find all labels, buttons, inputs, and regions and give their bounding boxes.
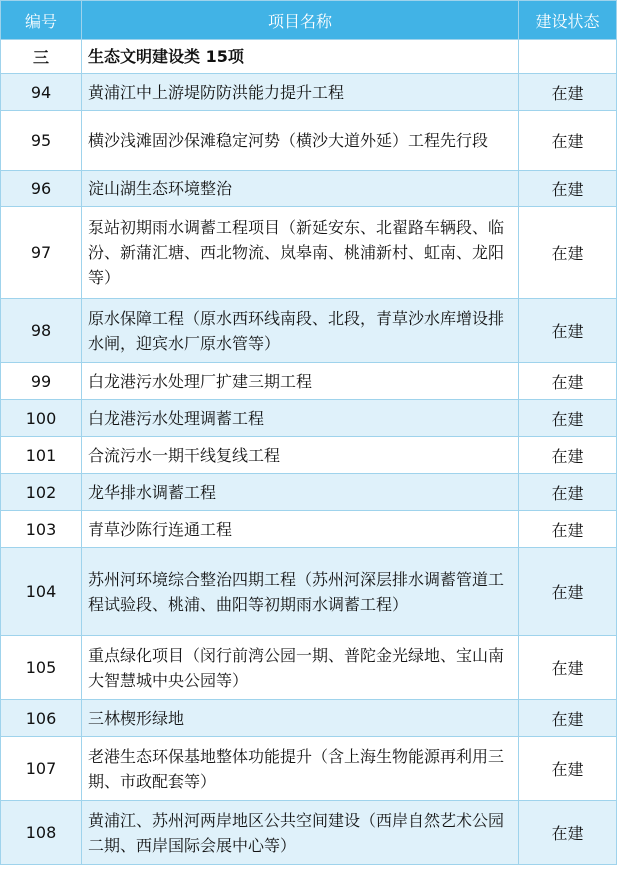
table-row (1, 74, 617, 111)
table-row (1, 207, 617, 299)
table-row (1, 437, 617, 474)
table-row (1, 363, 617, 400)
row-name: 龙华排水调蓄工程 (82, 474, 519, 511)
row-name: 黄浦江、苏州河两岸地区公共空间建设（西岸自然艺术公园二期、西岸国际会展中心等） (82, 801, 519, 865)
row-status: 在建 (519, 363, 617, 400)
row-id: 104 (1, 548, 82, 636)
table-row (1, 636, 617, 700)
table-row (1, 511, 617, 548)
table-row (1, 299, 617, 363)
row-name: 老港生态环保基地整体功能提升（含上海生物能源再利用三期、市政配套等） (82, 737, 519, 801)
row-status: 在建 (519, 171, 617, 207)
row-name: 苏州河环境综合整治四期工程（苏州河深层排水调蓄管道工程试验段、桃浦、曲阳等初期雨水调蓄工程） (82, 548, 519, 636)
row-status: 在建 (519, 400, 617, 437)
section-status (519, 40, 617, 74)
row-id: 102 (1, 474, 82, 511)
row-status: 在建 (519, 801, 617, 865)
row-name: 合流污水一期干线复线工程 (82, 437, 519, 474)
row-id: 100 (1, 400, 82, 437)
row-status: 在建 (519, 74, 617, 111)
row-id: 94 (1, 74, 82, 111)
header-status: 建设状态 (519, 1, 617, 40)
row-status: 在建 (519, 636, 617, 700)
row-id: 99 (1, 363, 82, 400)
header-id: 编号 (1, 1, 82, 40)
row-id: 95 (1, 111, 82, 171)
row-status: 在建 (519, 700, 617, 737)
table-row (1, 737, 617, 801)
row-name: 黄浦江中上游堤防防洪能力提升工程 (82, 74, 519, 111)
row-status: 在建 (519, 511, 617, 548)
table-row (1, 400, 617, 437)
row-name: 横沙浅滩固沙保滩稳定河势（横沙大道外延）工程先行段 (82, 111, 519, 171)
row-name: 淀山湖生态环境整治 (82, 171, 519, 207)
header-name: 项目名称 (82, 1, 519, 40)
section-name: 生态文明建设类 15项 (82, 40, 519, 74)
row-name: 泵站初期雨水调蓄工程项目（新延安东、北翟路车辆段、临汾、新蒲汇塘、西北物流、岚皋南、桃浦新村、虹南、龙阳等） (82, 207, 519, 299)
row-status: 在建 (519, 299, 617, 363)
table-row (1, 801, 617, 865)
row-id: 97 (1, 207, 82, 299)
row-id: 98 (1, 299, 82, 363)
row-status: 在建 (519, 737, 617, 801)
table-header-row (1, 1, 617, 40)
row-status: 在建 (519, 111, 617, 171)
row-id: 106 (1, 700, 82, 737)
table-row (1, 548, 617, 636)
row-id: 103 (1, 511, 82, 548)
section-row (1, 40, 617, 74)
section-id: 三 (1, 40, 82, 74)
row-id: 96 (1, 171, 82, 207)
row-id: 107 (1, 737, 82, 801)
table-row (1, 111, 617, 171)
row-status: 在建 (519, 548, 617, 636)
row-status: 在建 (519, 207, 617, 299)
row-name: 白龙港污水处理调蓄工程 (82, 400, 519, 437)
table-row (1, 474, 617, 511)
row-name: 青草沙陈行连通工程 (82, 511, 519, 548)
row-name: 三林楔形绿地 (82, 700, 519, 737)
row-id: 105 (1, 636, 82, 700)
row-status: 在建 (519, 474, 617, 511)
row-name: 重点绿化项目（闵行前湾公园一期、普陀金光绿地、宝山南大智慧城中央公园等） (82, 636, 519, 700)
table-row (1, 171, 617, 207)
row-name: 白龙港污水处理厂扩建三期工程 (82, 363, 519, 400)
table-row (1, 700, 617, 737)
row-id: 108 (1, 801, 82, 865)
row-status: 在建 (519, 437, 617, 474)
row-id: 101 (1, 437, 82, 474)
row-name: 原水保障工程（原水西环线南段、北段，青草沙水库增设排水闸，迎宾水厂原水管等） (82, 299, 519, 363)
